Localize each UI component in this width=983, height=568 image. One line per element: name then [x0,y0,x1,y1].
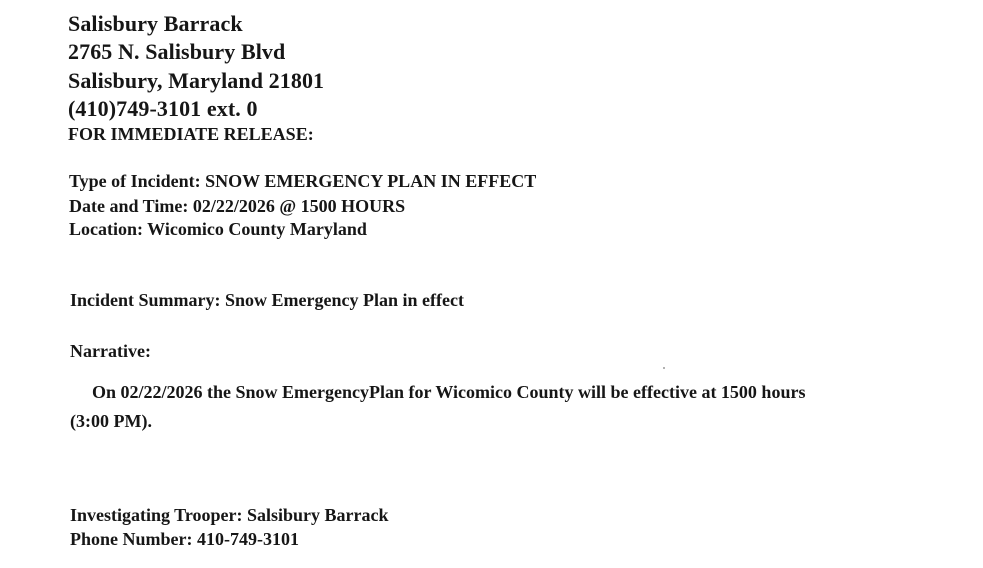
incident-location: Location: Wicomico County Maryland [69,219,367,239]
release-notice: FOR IMMEDIATE RELEASE: [68,124,314,144]
narrative-heading: Narrative: [70,341,151,361]
incident-date-time: Date and Time: 02/22/2026 @ 1500 HOURS [69,196,406,216]
contact-phone-number: Phone Number: 410-749-3101 [70,529,299,549]
narrative-text-line-1: On 02/22/2026 the Snow EmergencyPlan for Wicomico County will be effective at 1500 hours [92,382,806,402]
office-street: 2765 N. Salisbury Blvd [68,39,286,64]
office-phone: (410)749-3101 ext. 0 [68,96,258,121]
office-name: Salisbury Barrack [68,11,243,36]
incident-type: Type of Incident: SNOW EMERGENCY PLAN IN EFFECT [69,171,537,191]
investigating-trooper: Investigating Trooper: Salsibury Barrack [70,505,389,525]
office-city-state-zip: Salisbury, Maryland 21801 [68,68,325,93]
incident-summary: Incident Summary: Snow Emergency Plan in effect [70,290,464,310]
scan-speck [663,367,665,369]
narrative-text-line-2: (3:00 PM). [70,411,152,431]
